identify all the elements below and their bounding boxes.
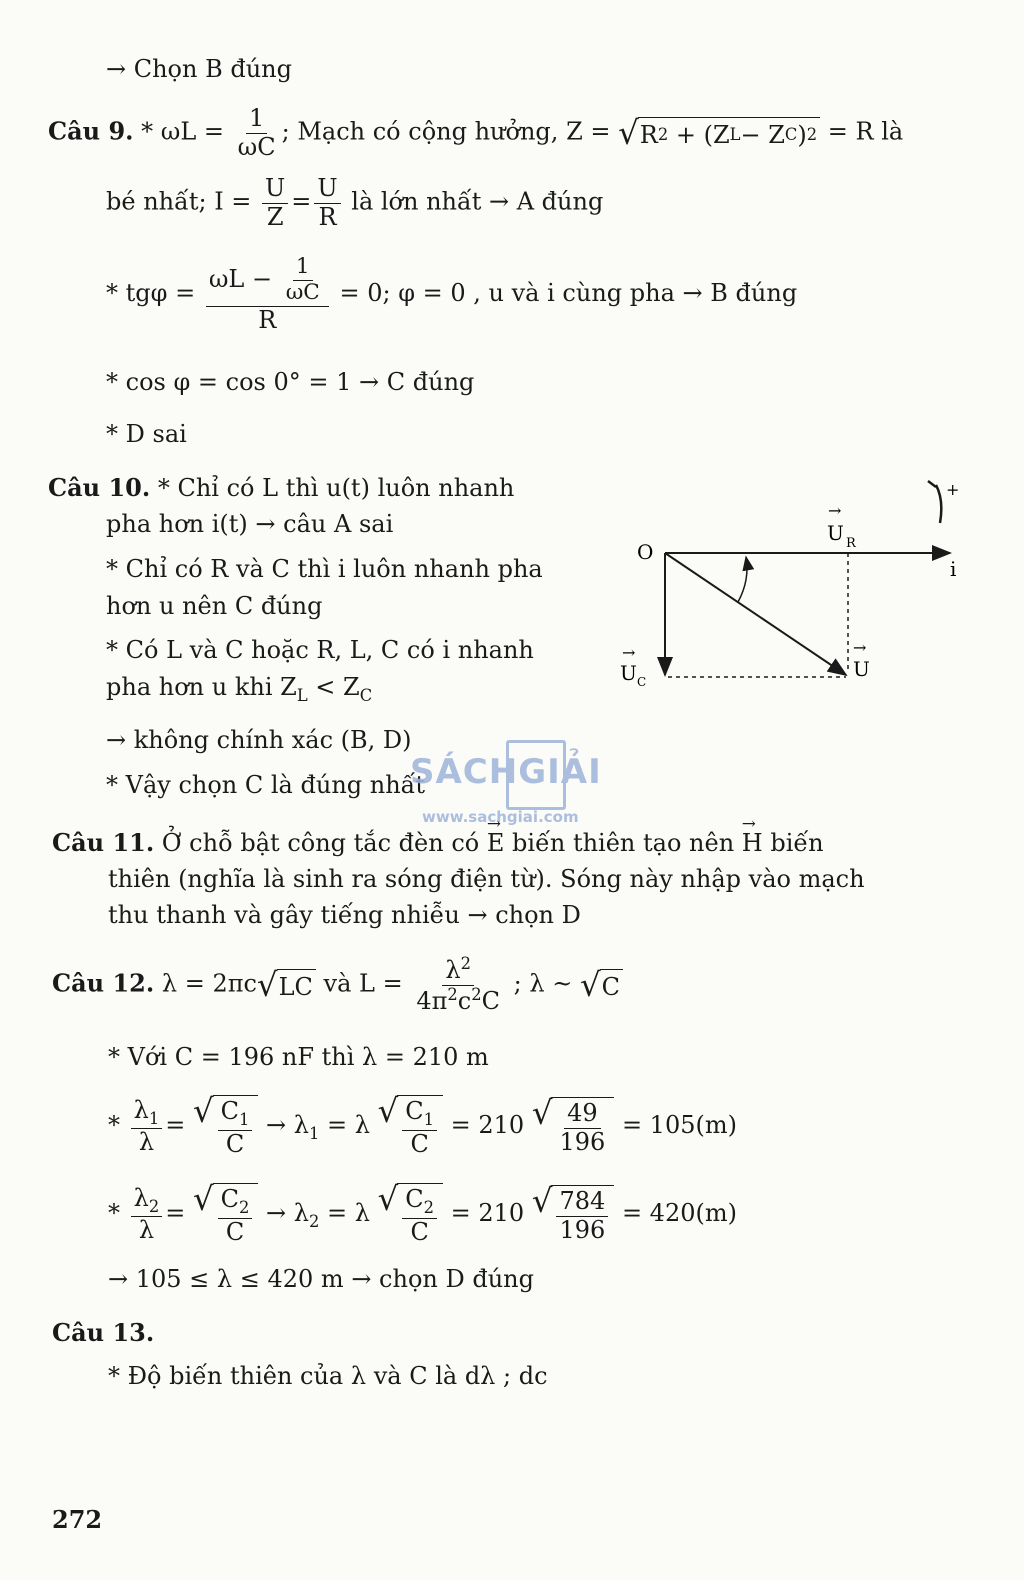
origin-label: O <box>637 540 654 564</box>
u-vector-arrow <box>665 553 846 675</box>
q9-text-la: là <box>881 117 904 146</box>
phasor-diagram <box>610 475 970 695</box>
question-13-line-1: * Độ biến thiên của λ và C là dλ ; dc <box>108 1362 548 1390</box>
question-10-label: Câu 10. <box>48 473 151 502</box>
rotation-direction-arrow <box>936 485 941 523</box>
question-9-line-5: * D sai <box>106 420 187 448</box>
question-11-label: Câu 11. <box>52 828 155 857</box>
svg-text:→: → <box>828 501 842 520</box>
question-13-label: Câu 13. <box>52 1318 155 1347</box>
question-12-line-2: * Với C = 196 nF thì λ = 210 m <box>108 1043 489 1071</box>
question-12-line-1: Câu 12. λ = 2πc √ LC và L = $\frac{\lambda^2}{4\pi^2c^2C}$ ; λ ~ √ C <box>52 955 623 1015</box>
u-label: U <box>853 657 870 681</box>
svg-text:→: → <box>853 638 867 657</box>
question-10-line-7: → không chính xác (B, D) <box>106 726 412 754</box>
ur-label: U <box>827 521 844 545</box>
i-label: i <box>950 557 957 581</box>
question-12-line-3: * $\frac{\lambda_1}{\lambda}$ = √ $\frac{C_1}{C}$ → $\lambda_1 = \lambda$ √ $\frac{C_1}{C}$ = 210 √ $\frac{49}{196}$ = 105(m) <box>108 1092 737 1158</box>
question-10-line-2: pha hơn i(t) → câu A sai <box>106 510 394 538</box>
question-9-line-4: * cos φ = cos 0° = 1 → C đúng <box>106 368 475 396</box>
question-12-line-5: → 105 ≤ λ ≤ 420 m → chọn D đúng <box>108 1265 534 1293</box>
question-9-line-1: Câu 9. * ωL = $\frac{1}{\omega C}$ ; Mạch có cộng hưởng, Z = √ R 2 + (Z L − Z C ) 2 = R là <box>48 104 904 161</box>
q9-text-largest: là lớn nhất → A đúng <box>351 187 604 216</box>
question-10-line-6: pha hơn u khi $Z_L < Z_C$ <box>106 673 373 705</box>
question-10-line-3: * Chỉ có R và C thì i luôn nhanh pha <box>106 555 543 583</box>
plus-label: + <box>946 480 960 499</box>
uc-subscript: C <box>637 675 647 689</box>
phase-angle-arc <box>738 557 747 602</box>
page-number: 272 <box>52 1505 103 1534</box>
watermark-logo: SÁCHGIẢI www.sachgiai.com <box>410 740 610 820</box>
q9-text-smallest: bé nhất; <box>106 187 207 216</box>
question-11-line-1: Câu 11. Ở chỗ bật công tắc đèn có → E biến thiên tạo nên → H biến <box>52 828 824 857</box>
question-12-line-4: * $\frac{\lambda_2}{\lambda}$ = √ $\frac{C_2}{C}$ → $\lambda_2 = \lambda$ √ $\frac{C_2}{C}$ = 210 √ $\frac{784}{196}$ = 420(m) <box>108 1180 737 1246</box>
question-11-line-2: thiên (nghĩa là sinh ra sóng điện từ). Sóng này nhập vào mạch <box>108 865 865 893</box>
q9-text-resonance: Mạch có cộng hưởng, <box>297 117 559 146</box>
question-10-line-1: Câu 10. * Chỉ có L thì u(t) luôn nhanh <box>48 473 515 502</box>
q9-text-c: → C đúng <box>359 368 475 396</box>
question-12-label: Câu 12. <box>52 968 155 998</box>
answer-line: → Chọn B đúng <box>106 55 292 83</box>
question-10-line-5: * Có L và C hoặc R, L, C có i nhanh <box>106 636 534 664</box>
uc-label: U <box>620 661 637 685</box>
ur-subscript: R <box>846 536 856 551</box>
question-11-line-3: thu thanh và gây tiếng nhiễu → chọn D <box>108 901 581 929</box>
question-9-line-2: bé nhất; I = $\frac{U}{Z}$ = $\frac{U}{R}$ là lớn nhất → A đúng <box>106 174 604 231</box>
q9-text-same-phase: , u và i cùng pha → B đúng <box>473 279 798 308</box>
question-10-line-4: hơn u nên C đúng <box>106 592 323 620</box>
question-10-line-8: * Vậy chọn C là đúng nhất <box>106 771 426 799</box>
question-9-label: Câu 9. <box>48 116 134 146</box>
question-9-line-3: * tgφ = ωL − $\frac{1}{\omega C}$ R = 0; φ = 0 , u và i cùng pha → B đúng <box>106 254 798 334</box>
svg-text:→: → <box>622 643 636 662</box>
